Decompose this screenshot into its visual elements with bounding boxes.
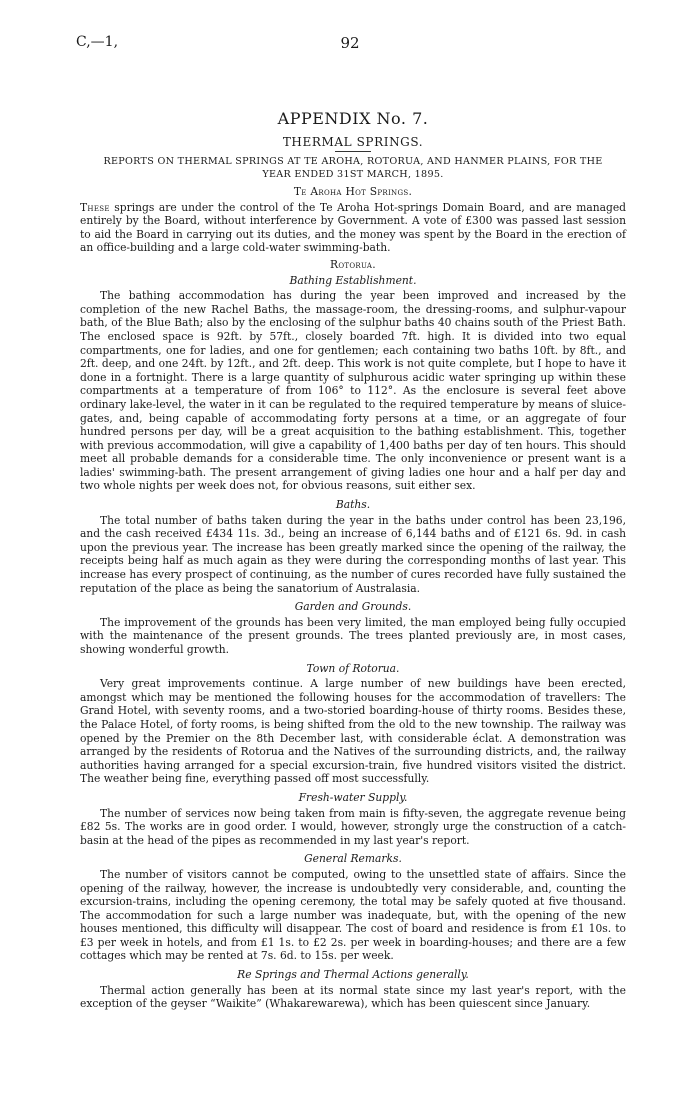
garden-grounds-paragraph: The improvement of the grounds has been very limited, the man employed being fully occupied with the maintenance of the present grounds. The trees planted previously are, in most cases, showing wonderful growth.: [80, 615, 626, 656]
fresh-water-supply-heading: Fresh-water Supply.: [298, 790, 408, 804]
town-of-rotorua-heading: Town of Rotorua.: [306, 661, 400, 675]
thermal-actions-heading: Re Springs and Thermal Actions generally.: [237, 968, 469, 982]
te-aroha-lead-word: These: [80, 200, 110, 214]
page-number: 92: [340, 34, 360, 52]
general-remarks-heading: General Remarks.: [304, 852, 402, 866]
garden-grounds-heading: Garden and Grounds.: [294, 600, 412, 614]
thermal-actions-paragraph: Thermal action generally has been at its normal state since my last year's report, with the exception of the geyser “Waikite” (Whakarewarewa), which has been quiescent since January.: [80, 983, 626, 1011]
te-aroha-text: springs are under the control of the Te Aroha Hot-springs Domain Board, and are managed entirely by the Board, without interference by Government. A vote of £300 was passed last session to aid the Board in carrying out its duties, and the money was spent by the Board in the erection of an office-building and a large cold-water swimming-bath.: [80, 200, 626, 255]
bathing-establishment-heading: Bathing Establishment.: [289, 273, 417, 287]
baths-heading: Baths.: [335, 498, 371, 512]
appendix-title: APPENDIX No. 7.: [277, 109, 429, 128]
document-body: [80, 109, 626, 1011]
general-remarks-paragraph: The number of visitors cannot be computed, owing to the unsettled state of affairs. Since the opening of the railway, however, the increase is undoubtedly very considerable, and, counting the excursion-trains, including the opening ceremony, the total may be safely quoted at five thousand. The accommodation for such a large number was inadequate, but, with the opening of the new houses mentioned, this difficulty will disappear. The cost of board and residence is from £1 10s. to £3 per week in hotels, and from £1 1s. to £2 2s. per week in boarding-houses; and there are a few cottages which may be rented at 7s. 6d. to 15s. per week.: [80, 867, 626, 963]
page-header: [60, 34, 640, 54]
bathing-establishment-paragraph: The bathing accommodation has during the year been improved and increased by the completion of the new Rachel Baths, the massage-room, the dressing-rooms, and sulphur-vapour bath, of the Blue Bath; also by the enclosing of the sulphur baths 40 chains south of the Priest Bath. The enclosed space is 92ft. by 57ft., closely boarded 7ft. high. It is divided into two equal compartments, one for ladies, and one for gentlemen; each containing two baths 10ft. by 8ft., and 2ft. deep, and one 24ft. by 12ft., and 2ft. deep. This work is not quite complete, but I hope to have it done in a fortnight. There is a large quantity of sulphurous acidic water springing up within these compartments at a temperature of from 106° to 112°. As the enclosure is several feet above ordinary lake-level, the water in it can be regulated to the required temperature by means of sluice-gates, and, being capable of accommodating forty persons at a time, or an aggregate of four hundred persons per day, will be a great acquisition to the bathing establishment. This, together with previous accommodation, will give a capability of 1,400 baths per day of ten hours. This should meet all probable demands for a considerable time. The only inconvenience or present want is a ladies' swimming-bath. The present arrangement of giving ladies one hour and a half per day and two whole nights per week does not, for obvious reasons, suit either sex.: [80, 289, 626, 493]
rotorua-heading: Rotorua.: [329, 257, 376, 271]
baths-paragraph: The total number of baths taken during the year in the baths under control has been 23,196, and the cash received £434 11s. 3d., being an increase of 6,144 baths and of £121 6s. 9d. in cash upon the previous year. The increase has been greatly marked since the opening of the railway, the receipts being half as much again as they were during the corresponding months of last year. This increase has every prospect of continuing, as the number of cures recorded have fully sustained the reputation of the place as being the sanatorium of Australasia.: [80, 513, 626, 595]
main-title: THERMAL SPRINGS.: [282, 134, 424, 149]
title-divider: [335, 151, 371, 152]
te-aroha-paragraph: [80, 201, 626, 255]
report-subtitle: REPORTS ON THERMAL SPRINGS AT TE AROHA, ROTORUA, AND HANMER PLAINS, FOR THE YEAR ENDED 31ST MARCH, 1895.: [103, 156, 603, 180]
document-reference: C,—1,: [76, 34, 119, 50]
fresh-water-supply-paragraph: The number of services now being taken from main is fifty-seven, the aggregate revenue being £82 5s. The works are in good order. I would, however, strongly urge the construction of a catch-basin at the head of the pipes as recommended in my last year's report.: [80, 806, 626, 847]
town-of-rotorua-paragraph: Very great improvements continue. A large number of new buildings have been erected, amongst which may be mentioned the following houses for the accommodation of travellers: The Grand Hotel, with seventy rooms, and a two-storied boarding-house of thirty rooms. Besides these, the Palace Hotel, of forty rooms, is being shifted from the old to the new township. The railway was opened by the Premier on the 8th December last, with considerable éclat. A demonstration was arranged by the residents of Rotorua and the Natives of the surrounding districts, and, the railway authorities having arranged for a special excursion-train, five hundred visitors visited the district. The weather being fine, everything passed off most successfully.: [80, 677, 626, 786]
te-aroha-heading: Te Aroha Hot Springs.: [293, 185, 413, 198]
